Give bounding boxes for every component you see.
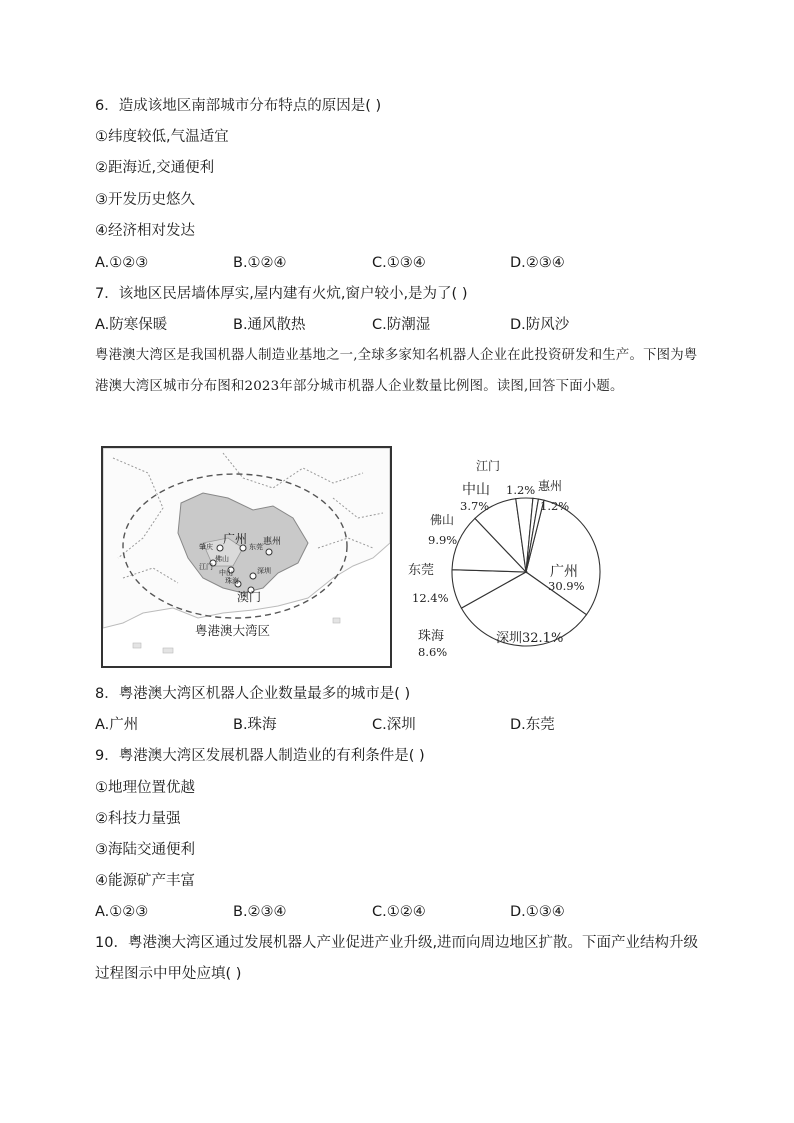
robot-enterprise-pie-chart: [398, 448, 628, 668]
q9-item-1: ①地理位置优越: [95, 780, 195, 796]
map-city-zhongshan: 中山: [219, 569, 233, 577]
q7-option-b[interactable]: B.通风散热: [233, 317, 306, 333]
q6-option-a[interactable]: A.①②③: [95, 255, 149, 271]
map-region-label: 粤港澳大湾区: [195, 623, 271, 638]
pie-svg: [398, 448, 628, 668]
pie-label-0: 广州: [550, 564, 578, 580]
map-city-zhuhai: 珠海: [225, 577, 239, 585]
pie-value-6: 1.2%: [506, 483, 536, 497]
q9-item-2: ②科技力量强: [95, 811, 181, 827]
q8-option-d[interactable]: D.东莞: [510, 717, 555, 733]
q9-option-a[interactable]: A.①②③: [95, 904, 149, 920]
pie-label-5: 中山: [462, 482, 490, 498]
pie-value-2: 8.6%: [418, 645, 448, 659]
pie-value-3: 12.4%: [412, 591, 449, 605]
pie-label-1: 深圳32.1%: [496, 631, 564, 646]
q7-option-d[interactable]: D.防风沙: [510, 317, 570, 333]
q8-option-a[interactable]: A.广州: [95, 717, 139, 733]
pie-label-7: 惠州: [538, 479, 563, 493]
pie-value-4: 9.9%: [428, 533, 458, 547]
map-city-guangzhou: 广州: [223, 532, 248, 546]
bay-area-map: [101, 446, 392, 668]
map-city-huizhou: 惠州: [263, 537, 282, 547]
pie-value-0: 30.9%: [548, 579, 585, 593]
q10-stem: 10．粤港澳大湾区通过发展机器人产业促进产业升级,进而向周边地区扩散。下面产业结构升级过程图示中甲处应填( ): [95, 935, 699, 982]
map-city-shenzhen: 深圳: [257, 567, 271, 575]
q9-item-3: ③海陆交通便利: [95, 842, 195, 858]
q8-stem: 8．粤港澳大湾区机器人企业数量最多的城市是( ): [95, 686, 411, 702]
q6-item-4: ④经济相对发达: [95, 223, 195, 239]
q6-stem: 6．造成该地区南部城市分布特点的原因是( ): [95, 98, 382, 114]
map-city-jiangmen: 江门: [199, 563, 213, 571]
q9-stem: 9．粤港澳大湾区发展机器人制造业的有利条件是( ): [95, 748, 425, 764]
q7-option-c[interactable]: C.防潮湿: [372, 317, 431, 333]
pie-label-2: 珠海: [418, 629, 445, 644]
q6-item-2: ②距海近,交通便利: [95, 160, 215, 176]
q9-option-d[interactable]: D.①③④: [510, 904, 565, 920]
pie-value-5: 3.7%: [460, 499, 490, 513]
q7-option-a[interactable]: A.防寒保暖: [95, 317, 168, 333]
map-city-zhaoqing: 肇庆: [199, 543, 213, 551]
q6-item-1: ①纬度较低,气温适宜: [95, 129, 229, 145]
reading-passage: 粤港澳大湾区是我国机器人制造业基地之一,全球多家知名机器人企业在此投资研发和生产。下图为粤港澳大湾区城市分布图和2023年部分城市机器人企业数量比例图。读图,回答下面小题。: [95, 348, 698, 394]
q9-option-c[interactable]: C.①②④: [372, 904, 426, 920]
pie-label-3: 东莞: [408, 563, 435, 578]
pie-label-4: 佛山: [430, 513, 455, 527]
pie-value-7: 1.2%: [540, 499, 570, 513]
q9-option-b[interactable]: B.②③④: [233, 904, 287, 920]
q6-option-d[interactable]: D.②③④: [510, 255, 565, 271]
q6-item-3: ③开发历史悠久: [95, 192, 195, 208]
q9-item-4: ④能源矿产丰富: [95, 873, 195, 889]
pie-label-6: 江门: [476, 459, 501, 473]
q6-option-b[interactable]: B.①②④: [233, 255, 287, 271]
q6-option-c[interactable]: C.①③④: [372, 255, 426, 271]
map-city-foshan: 佛山: [215, 555, 229, 563]
map-city-macau: 澳门: [237, 590, 262, 604]
q8-option-c[interactable]: C.深圳: [372, 717, 416, 733]
q8-option-b[interactable]: B.珠海: [233, 717, 277, 733]
q7-stem: 7．该地区民居墙体厚实,屋内建有火炕,窗户较小,是为了( ): [95, 286, 468, 302]
map-city-dongguan: 东莞: [249, 543, 263, 551]
